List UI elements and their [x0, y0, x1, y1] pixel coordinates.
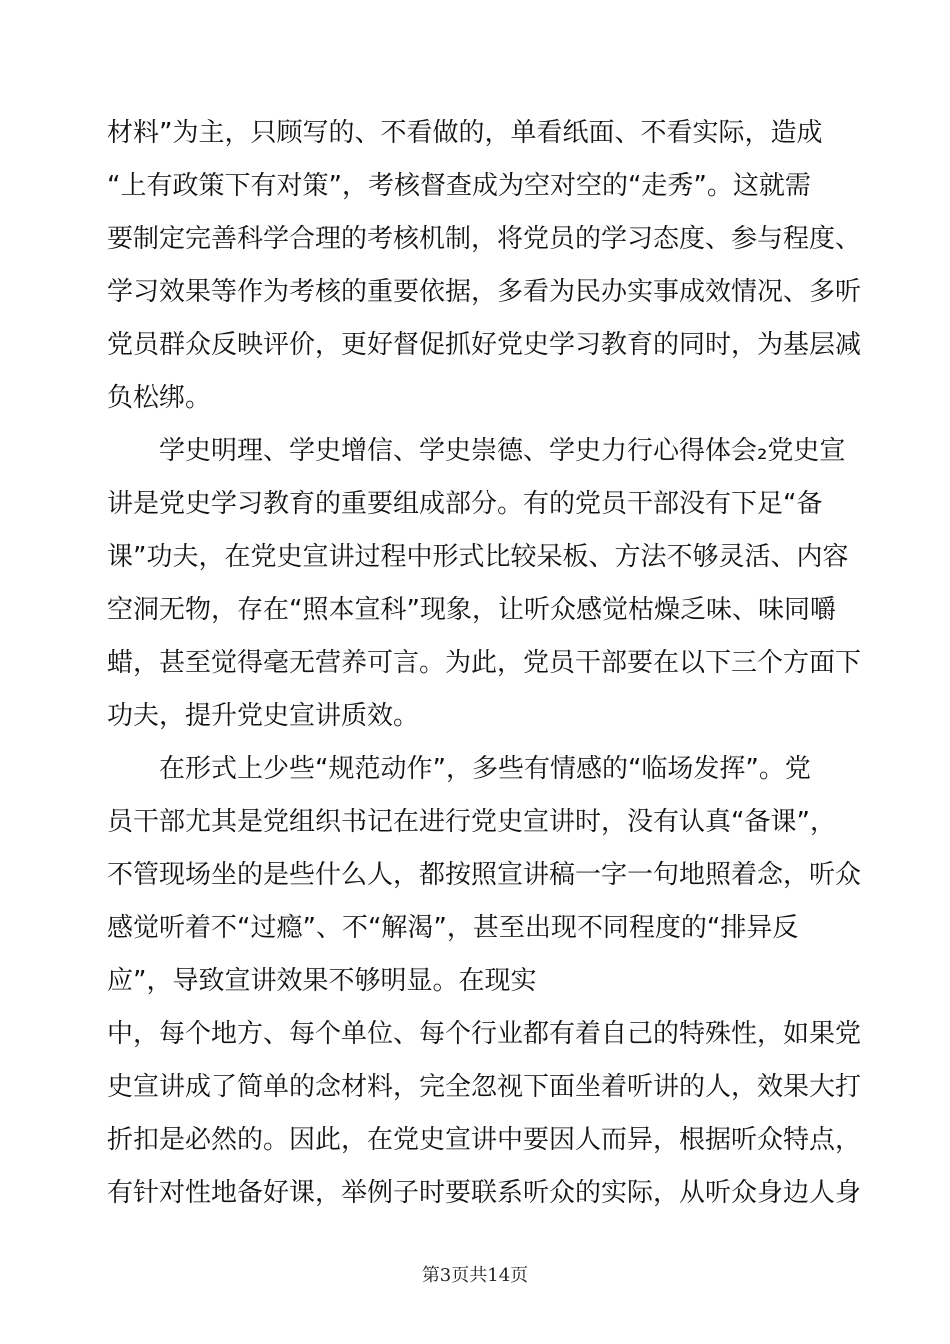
text-line: “上有政策下有对策”，考核督查成为空对空的“走秀”。这就需: [107, 171, 811, 201]
text-line: 材料”为主，只顾写的、不看做的，单看纸面、不看实际，造成: [107, 118, 823, 148]
text-line: 学习效果等作为考核的重要依据，多看为民办实事成效情况、多听: [107, 277, 862, 307]
text-line: 要制定完善科学合理的考核机制，将党员的学习态度、参与程度、: [107, 224, 862, 254]
text-line: 史宣讲成了简单的念材料，完全忽视下面坐着听讲的人，效果大打: [107, 1072, 862, 1102]
text-line: 负松绑。: [107, 383, 212, 413]
text-line: 感觉听着不“过瘾”、不“解渴”，甚至出现不同程度的“排异反: [107, 913, 799, 943]
text-line: 课”功夫，在党史宣讲过程中形式比较呆板、方法不够灵活、内容: [107, 542, 849, 572]
text-line: 中，每个地方、每个单位、每个行业都有着自己的特殊性，如果党: [107, 1019, 862, 1049]
text-line: 不管现场坐的是些什么人，都按照宣讲稿一字一句地照着念，听众: [107, 860, 862, 890]
text-line: 有针对性地备好课，举例子时要联系听众的实际，从听众身边人身: [107, 1178, 862, 1208]
text-line: 员干部尤其是党组织书记在进行党史宣讲时，没有认真“备课”，: [107, 807, 836, 837]
text-line: 讲是党史学习教育的重要组成部分。有的党员干部没有下足“备: [107, 489, 823, 519]
text-line: 应”，导致宣讲效果不够明显。在现实: [107, 966, 537, 996]
text-line: 空洞无物，存在“照本宣科”现象，让听众感觉枯燥乏味、味同嚼: [107, 595, 836, 625]
paragraph-first-line: 在形式上少些“规范动作”，多些有情感的“临场发挥”。党: [159, 754, 811, 784]
page-number-footer: 第3页共14页: [421, 1265, 529, 1286]
paragraph-first-line: 学史明理、学史增信、学史崇德、学史力行心得体会₂党史宣: [159, 436, 846, 466]
text-line: 党员群众反映评价，更好督促抓好党史学习教育的同时，为基层减: [107, 330, 862, 360]
text-line: 折扣是必然的。因此，在党史宣讲中要因人而异，根据听众特点，: [107, 1125, 862, 1155]
text-line: 功夫，提升党史宣讲质效。: [107, 701, 420, 731]
text-line: 蜡，甚至觉得毫无营养可言。为此，党员干部要在以下三个方面下: [107, 648, 862, 678]
